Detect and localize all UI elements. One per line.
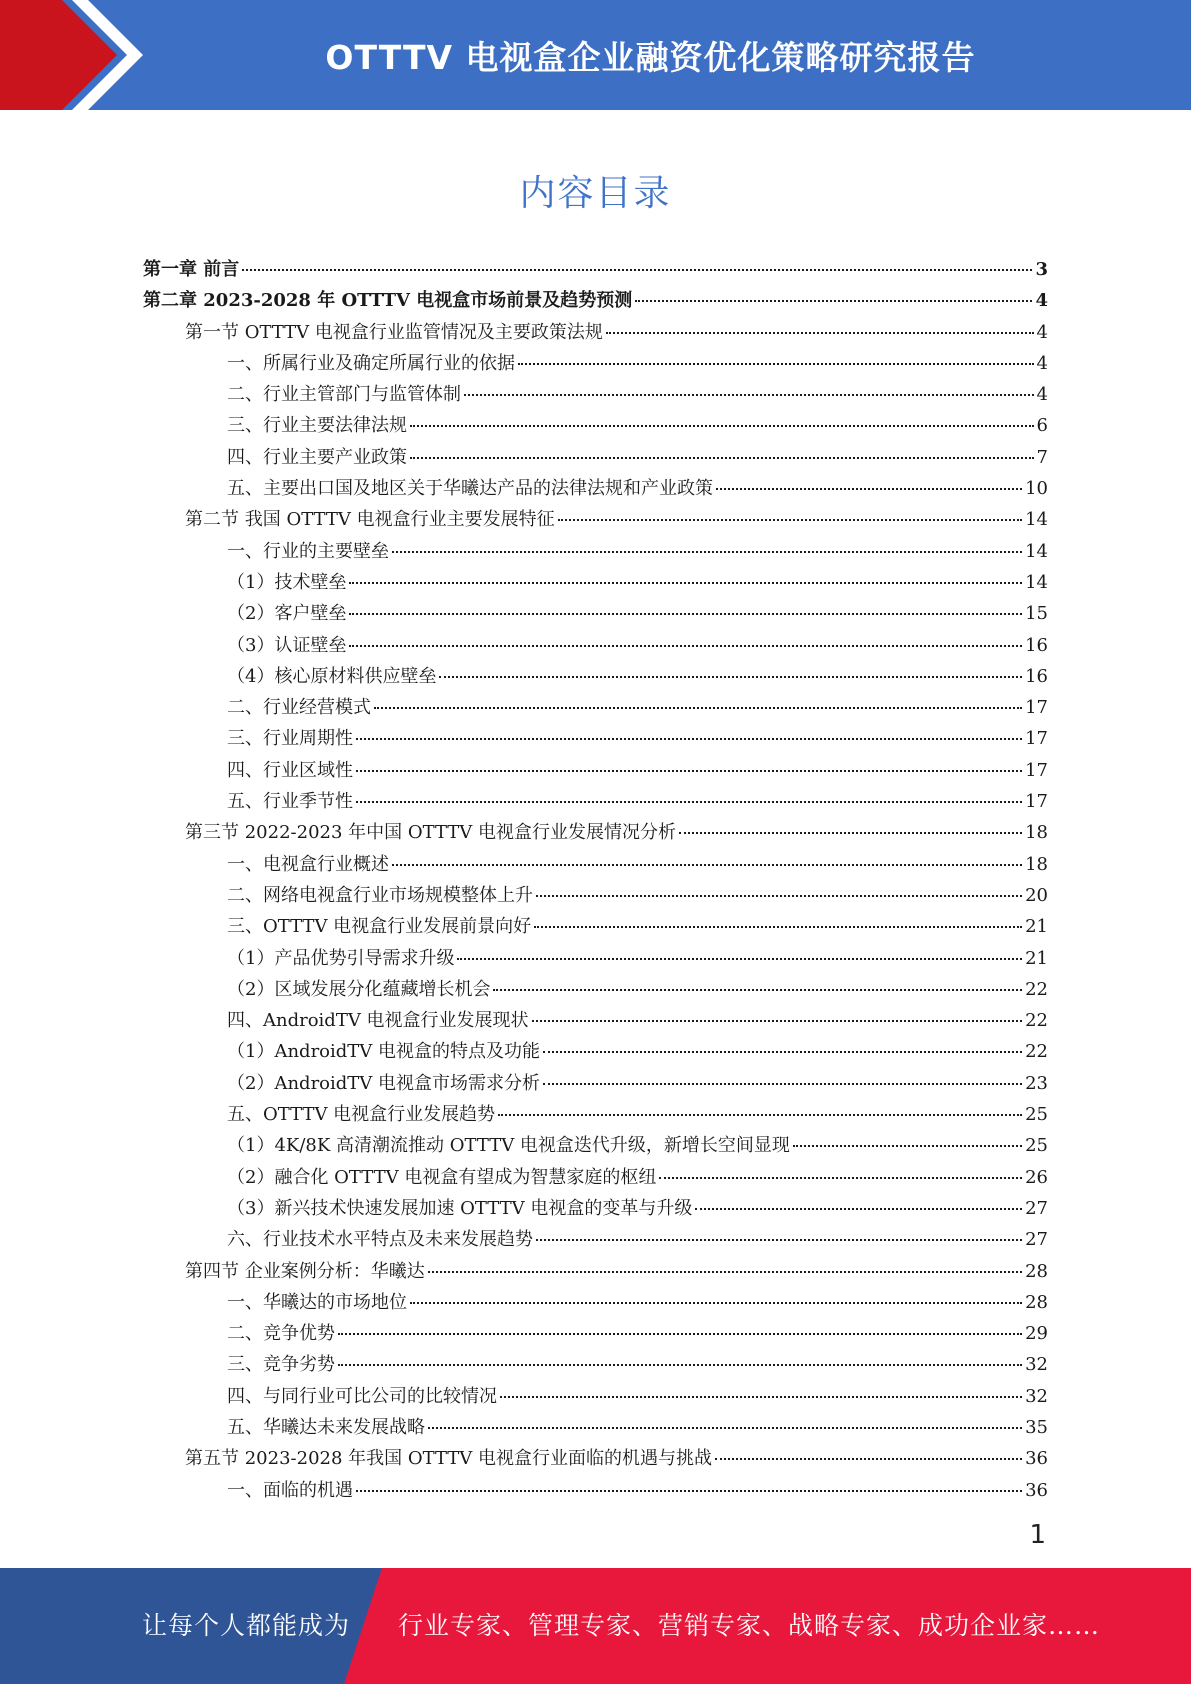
toc-entry[interactable]: [143, 1256, 1048, 1287]
toc-entry-label: 二、行业经营模式: [227, 697, 371, 719]
toc-entry[interactable]: [143, 410, 1048, 441]
toc-entry-page: 26: [1025, 1166, 1048, 1188]
dot-leader: [242, 269, 1032, 271]
dot-leader: [349, 613, 1022, 615]
toc-entry[interactable]: [143, 473, 1048, 504]
toc-entry-label: （2）客户壁垒: [227, 603, 347, 625]
toc-entry[interactable]: [143, 379, 1048, 410]
toc-entry[interactable]: [143, 1193, 1048, 1224]
dot-leader: [349, 645, 1022, 647]
toc-entry-label: （1）AndroidTV 电视盒的特点及功能: [227, 1041, 541, 1063]
toc-entry[interactable]: [143, 598, 1048, 629]
toc-entry-page: 17: [1025, 697, 1048, 719]
toc-entry-label: 四、AndroidTV 电视盒行业发展现状: [227, 1010, 529, 1032]
toc-entry[interactable]: [143, 254, 1048, 285]
dot-leader: [543, 1051, 1022, 1053]
toc-entry-page: 28: [1025, 1260, 1048, 1282]
footer-slogan-left: 让每个人都能成为: [142, 1611, 351, 1640]
footer-slogan-right: 行业专家、管理专家、营销专家、战略专家、成功企业家……: [398, 1611, 1101, 1640]
dot-leader: [356, 738, 1022, 740]
toc-entry-label: 二、网络电视盒行业市场规模整体上升: [227, 884, 533, 906]
toc-entry-label: 第四节 企业案例分析：华曦达: [185, 1260, 425, 1282]
toc-entry[interactable]: [143, 317, 1048, 348]
dot-leader: [392, 864, 1022, 866]
dot-leader: [356, 801, 1022, 803]
toc-entry-label: 一、电视盒行业概述: [227, 853, 389, 875]
dot-leader: [428, 1427, 1022, 1429]
toc-entry-page: 4: [1036, 321, 1048, 343]
dot-leader: [715, 1458, 1022, 1460]
report-title: OTTTV 电视盒企业融资优化策略研究报告: [325, 37, 976, 77]
dot-leader: [410, 425, 1034, 427]
dot-leader: [543, 1083, 1022, 1085]
toc-entry[interactable]: [143, 880, 1048, 911]
toc-entry-page: 16: [1025, 634, 1048, 656]
toc-entry-page: 27: [1025, 1197, 1048, 1219]
toc-entry[interactable]: [143, 1318, 1048, 1349]
toc-entry-page: 15: [1025, 603, 1048, 625]
toc-entry-page: 25: [1025, 1104, 1048, 1126]
toc-entry-label: （3）认证壁垒: [227, 634, 347, 656]
toc-entry-label: 五、OTTTV 电视盒行业发展趋势: [227, 1104, 496, 1126]
toc-entry-label: 三、行业周期性: [227, 728, 353, 750]
toc-entry-label: 第二章 2023-2028 年 OTTTV 电视盒市场前景及趋势预测: [143, 290, 633, 312]
toc-entry-label: 第一章 前言: [143, 259, 240, 280]
toc-entry-label: 三、行业主要法律法规: [227, 415, 407, 437]
toc-entry[interactable]: [143, 1412, 1048, 1443]
toc-entry[interactable]: [143, 442, 1048, 473]
toc-entry-page: 22: [1025, 1010, 1048, 1032]
toc-entry-page: 7: [1036, 446, 1048, 468]
toc-entry[interactable]: [143, 567, 1048, 598]
toc-entry-label: 一、行业的主要壁垒: [227, 540, 389, 562]
dot-leader: [464, 394, 1034, 396]
dot-leader: [498, 1114, 1022, 1116]
toc-entry[interactable]: [143, 943, 1048, 974]
toc-entry[interactable]: [143, 1036, 1048, 1067]
toc-entry-label: （1）4K/8K 高清潮流推动 OTTTV 电视盒迭代升级，新增长空间显现: [227, 1135, 790, 1157]
dot-leader: [356, 770, 1022, 772]
toc-entry-page: 21: [1025, 916, 1048, 938]
toc-entry-page: 25: [1025, 1135, 1048, 1157]
toc-entry-page: 10: [1025, 478, 1048, 500]
toc-entry-page: 17: [1025, 791, 1048, 813]
toc-entry[interactable]: [143, 1224, 1048, 1255]
toc-entry[interactable]: [143, 786, 1048, 817]
toc-entry[interactable]: [143, 849, 1048, 880]
toc-entry[interactable]: [143, 1099, 1048, 1130]
toc-entry-label: 四、与同行业可比公司的比较情况: [227, 1385, 497, 1407]
toc-entry-label: 第五节 2023-2028 年我国 OTTTV 电视盒行业面临的机遇与挑战: [185, 1448, 713, 1470]
chevron-arrow-icon: [0, 0, 150, 110]
toc-entry-label: 第二节 我国 OTTTV 电视盒行业主要发展特征: [185, 509, 555, 531]
toc-entry[interactable]: [143, 1287, 1048, 1318]
toc-entry[interactable]: [143, 285, 1048, 316]
toc-entry-page: 6: [1036, 415, 1048, 437]
toc-entry-label: 第一节 OTTTV 电视盒行业监管情况及主要政策法规: [185, 321, 603, 343]
toc-entry-page: 29: [1025, 1323, 1048, 1345]
toc-entry[interactable]: [143, 630, 1048, 661]
page-number: 1: [1029, 1520, 1046, 1550]
dot-leader: [716, 488, 1022, 490]
toc-entry-label: （4）核心原材料供应壁垒: [227, 665, 437, 687]
toc-entry-page: 14: [1025, 509, 1048, 531]
dot-leader: [518, 363, 1034, 365]
toc-entry-page: 4: [1035, 290, 1048, 312]
dot-leader: [695, 1208, 1022, 1210]
toc-entry-label: 二、行业主管部门与监管体制: [227, 384, 461, 406]
toc-entry[interactable]: [143, 536, 1048, 567]
toc-entry-label: （1）产品优势引导需求升级: [227, 947, 455, 969]
dot-leader: [679, 832, 1022, 834]
toc-entry-page: 35: [1025, 1416, 1048, 1438]
toc-entry[interactable]: [143, 755, 1048, 786]
dot-leader: [558, 519, 1022, 521]
toc-entry[interactable]: [143, 692, 1048, 723]
toc-entry-page: 36: [1025, 1479, 1048, 1501]
header-banner: [0, 0, 1191, 110]
toc-entry-page: 4: [1036, 384, 1048, 406]
toc-entry-page: 17: [1025, 759, 1048, 781]
toc-entry-page: 14: [1025, 571, 1048, 593]
toc-entry-label: 四、行业主要产业政策: [227, 446, 407, 468]
toc-entry-label: （2）区域发展分化蕴藏增长机会: [227, 978, 491, 1000]
toc-entry[interactable]: [143, 1381, 1048, 1412]
toc-entry[interactable]: [143, 911, 1048, 942]
dot-leader: [793, 1145, 1022, 1147]
dot-leader: [349, 582, 1022, 584]
dot-leader: [338, 1364, 1022, 1366]
toc-entry-page: 16: [1025, 665, 1048, 687]
toc-entry-page: 27: [1025, 1229, 1048, 1251]
toc-entry[interactable]: [143, 1475, 1048, 1506]
toc-entry[interactable]: [143, 661, 1048, 692]
toc-entry-page: 21: [1025, 947, 1048, 969]
dot-leader: [532, 1020, 1023, 1022]
dot-leader: [493, 989, 1022, 991]
dot-leader: [428, 1271, 1022, 1273]
dot-leader: [374, 707, 1022, 709]
footer-banner: [0, 1568, 1191, 1684]
dot-leader: [439, 676, 1022, 678]
toc-entry-page: 22: [1025, 1041, 1048, 1063]
dot-leader: [410, 457, 1034, 459]
toc-entry[interactable]: [143, 974, 1048, 1005]
toc-entry[interactable]: [143, 1130, 1048, 1161]
toc-entry[interactable]: [143, 1068, 1048, 1099]
toc-entry-label: 一、面临的机遇: [227, 1479, 353, 1501]
toc-entry-label: 一、所属行业及确定所属行业的依据: [227, 352, 515, 374]
dot-leader: [392, 551, 1022, 553]
dot-leader: [534, 926, 1022, 928]
toc-entry[interactable]: [143, 348, 1048, 379]
toc-entry-page: 36: [1025, 1448, 1048, 1470]
toc-entry-page: 18: [1025, 853, 1048, 875]
toc-entry-page: 23: [1025, 1072, 1048, 1094]
toc-entry-page: 17: [1025, 728, 1048, 750]
dot-leader: [635, 300, 1032, 302]
toc-entry-label: （2）AndroidTV 电视盒市场需求分析: [227, 1072, 541, 1094]
toc-entry-page: 20: [1025, 884, 1048, 906]
toc-entry-label: （1）技术壁垒: [227, 571, 347, 593]
toc-entry-page: 18: [1025, 822, 1048, 844]
dot-leader: [500, 1396, 1022, 1398]
dot-leader: [338, 1333, 1022, 1335]
toc-entry-label: 五、华曦达未来发展战略: [227, 1416, 425, 1438]
toc-entry-label: （3）新兴技术快速发展加速 OTTTV 电视盒的变革与升级: [227, 1197, 693, 1219]
toc-entry[interactable]: [143, 1443, 1048, 1474]
toc-entry-page: 32: [1025, 1385, 1048, 1407]
toc-entry-page: 22: [1025, 978, 1048, 1000]
toc-entry-label: （2）融合化 OTTTV 电视盒有望成为智慧家庭的枢纽: [227, 1166, 657, 1188]
dot-leader: [536, 1239, 1022, 1241]
dot-leader: [659, 1177, 1022, 1179]
toc-entry[interactable]: [143, 1005, 1048, 1036]
toc-entry-label: 六、行业技术水平特点及未来发展趋势: [227, 1229, 533, 1251]
dot-leader: [536, 895, 1022, 897]
toc-entry[interactable]: [143, 1162, 1048, 1193]
toc-entry[interactable]: [143, 817, 1048, 848]
toc-entry-label: 一、华曦达的市场地位: [227, 1291, 407, 1313]
toc-entry-page: 4: [1036, 352, 1048, 374]
toc-entry-label: 四、行业区域性: [227, 759, 353, 781]
dot-leader: [606, 332, 1034, 334]
toc-entry-page: 28: [1025, 1291, 1048, 1313]
toc-entry-label: 五、行业季节性: [227, 791, 353, 813]
dot-leader: [457, 958, 1022, 960]
toc-entry[interactable]: [143, 1349, 1048, 1380]
toc-entry-page: 14: [1025, 540, 1048, 562]
toc-entry-page: 32: [1025, 1354, 1048, 1376]
toc-entry-label: 三、竞争劣势: [227, 1354, 335, 1376]
toc-entry[interactable]: [143, 504, 1048, 535]
dot-leader: [410, 1302, 1022, 1304]
toc-entry[interactable]: [143, 723, 1048, 754]
toc-entry-label: 五、主要出口国及地区关于华曦达产品的法律法规和产业政策: [227, 478, 713, 500]
table-of-contents: [143, 254, 1048, 1506]
dot-leader: [356, 1490, 1022, 1492]
toc-entry-label: 二、竞争优势: [227, 1323, 335, 1345]
toc-entry-label: 三、OTTTV 电视盒行业发展前景向好: [227, 916, 532, 938]
toc-entry-label: 第三节 2022-2023 年中国 OTTTV 电视盒行业发展情况分析: [185, 822, 677, 844]
toc-entry-page: 3: [1035, 259, 1048, 280]
toc-heading: 内容目录: [519, 173, 672, 214]
